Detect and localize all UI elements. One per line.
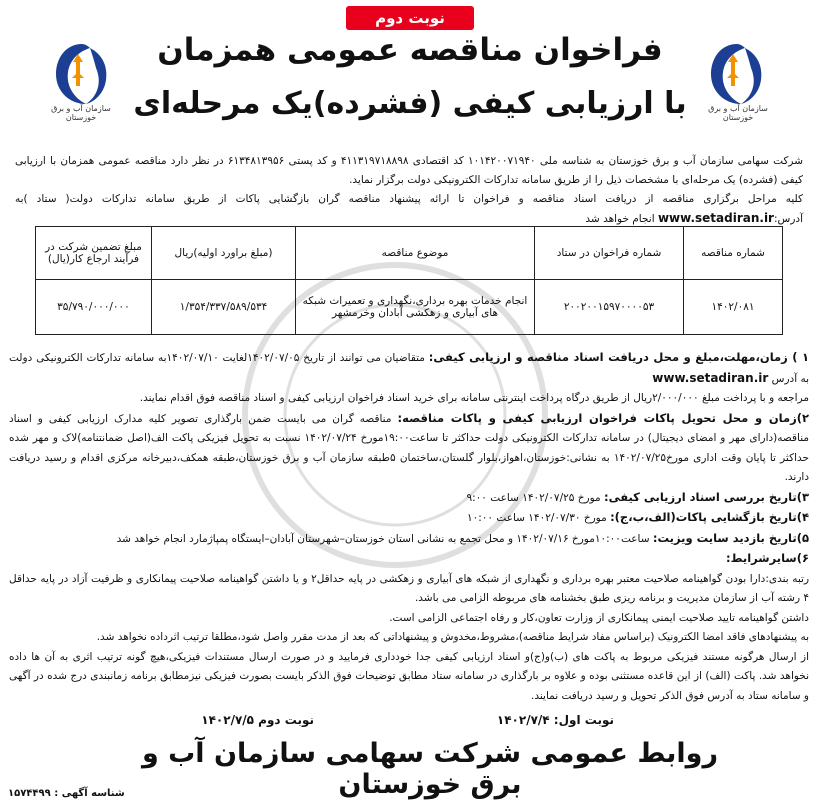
section-6-para: از ارسال هرگونه مستند فیزیکی مربوط به پاکت های (ب)و(ج)و اسناد ارزیابی کیفی جدا خودداری فرمایید و در صورت ارسال مستندات فیزیکی،هیچ گونه ترتیب اثری به آن ها داده نخواهد شد. پاکت (الف) از این قاعده مستثنی بوده و علاوه بر بارگذاری در سامانه ستاد مطابق توضیحات فوق الذکر بایست بصورت فیزیکی نیزمطابق برنامه زمانبندی درج شده در آگهی و سامانه ستاد به آدرس فوق الذکر تحویل و رسید دریافت نمایند.: [9, 650, 809, 702]
section-6-title: ۶)سایرشرایط:: [725, 551, 809, 565]
section-5: [9, 529, 809, 550]
logo-caption: سازمان آب و برق خوزستان: [51, 104, 111, 122]
col-setad-number: شماره فراخوان در ستاد: [535, 227, 684, 280]
logo-caption: سازمان آب و برق خوزستان: [708, 104, 768, 122]
section-3-body: مورخ ۱۴۰۲/۰۷/۲۵ ساعت ۹:۰۰: [466, 491, 604, 504]
section-6-heading: [9, 549, 809, 570]
section-4-heading: ۴)تاریخ بازگشایی پاکات(الف،ب،ج):: [610, 510, 809, 524]
tender-table: [35, 226, 783, 335]
intro-text: [15, 152, 803, 229]
notice-title: فراخوان مناقصه عمومی همزمان: [157, 32, 663, 68]
footer-signature: روابط عمومی شرکت سهامی سازمان آب و برق خوزستان: [141, 738, 719, 800]
section-2: [9, 409, 809, 488]
col-tender-number: شماره مناقصه: [684, 227, 783, 280]
setadiran-link[interactable]: www.setadiran.ir: [657, 211, 774, 225]
section-5-body: ساعت۱۰:۰۰مورخ ۱۴۰۲/۰۷/۱۶ و محل تجمع به نشانی استان خوزستان–شهرستان آبادان–ایستگاه پمپاژمارد انجام خواهد شد: [116, 532, 653, 545]
col-guarantee: مبلغ تضمین شرکت در فرآیند ارجاع کار(یال): [36, 227, 152, 280]
table-header-row: [36, 227, 783, 280]
cell-estimate: ۱/۳۵۴/۳۳۷/۵۸۹/۵۳۴: [152, 280, 296, 335]
table-row: [36, 280, 783, 335]
section-1-cont: مراجعه و با پرداخت مبلغ ۲/۰۰۰/۰۰۰ریال از طریق درگاه پرداخت اینترنتی سامانه برای خرید اسناد فراخوان ارزیابی کیفی و اسناد مناقصه فوق اقدام نمایند.: [139, 392, 809, 404]
round-badge: نوبت دوم: [346, 6, 474, 30]
col-subject: موضوع مناقصه: [296, 227, 535, 280]
ad-id: شناسه آگهی : ۱۵۷۴۴۹۹: [8, 788, 125, 799]
section-3-heading: ۳)تاریخ بررسی اسناد ارزیابی کیفی:: [603, 489, 809, 504]
cell-guarantee: ۳۵/۷۹۰/۰۰۰/۰۰۰: [36, 280, 152, 335]
section-6-para: به پیشنهادهای فاقد امضا الکترونیک (براساس مفاد شرایط مناقصه)،مشروط،مخدوش و پیشنهاداتی که بعد از مدت مقرر واصل شود،مطلقا ترتیب اثرداده نخواهد شد.: [96, 631, 809, 643]
setadiran-link[interactable]: www.setadiran.ir: [652, 370, 769, 385]
water-power-logo-icon: [46, 38, 118, 110]
intro-line2: [15, 190, 803, 229]
first-publication-date: نوبت اول: ۱۴۰۲/۷/۴: [496, 713, 614, 727]
section-4: [9, 508, 809, 529]
section-1: [9, 348, 809, 389]
section-6-para: داشتن گواهینامه تایید صلاحیت ایمنی پیمانکاری از وزارت تعاون،کار و رفاه اجتماعی الزامی است.: [389, 611, 809, 624]
intro-line2-end: انجام خواهد شد: [585, 213, 658, 225]
intro-line2-text: کلیه مراحل برگزاری مناقصه از دریافت اسناد مناقصه و فراخوان تا ارائه پیشنهاد مناقصه گران بازگشایی پاکات از طریق سامانه تدارکات دولت( ستاد )به آدرس:: [15, 193, 803, 225]
conditions-sections: [9, 348, 809, 706]
section-1-body: متقاضیان می توانند از تاریخ ۱۴۰۲/۰۷/۰۵لغایت ۱۴۰۲/۰۷/۱۰به سامانه تدارکات الکترونیکی دولت به آدرس: [9, 352, 809, 385]
section-3: [9, 488, 809, 509]
section-6-para: رتبه بندی:دارا بودن گواهینامه صلاحیت معتبر بهره برداری و نگهداری از شبکه های آبیاری و زهکشی در پایه حداقل۲ و یا داشتن گواهینامه صلاحیت پیمانکاری و ظرفیت آزاد در پایه حداقل ۴ رشته آب از سازمان مدیریت و برنامه ریزی طبق بخشنامه های مربوطه الزامی می باشد.: [9, 572, 810, 604]
section-2-body: مناقصه گران می بایست ضمن بارگذاری تصویر کلیه مدارک ارزیابی کیفی و اسناد مناقصه(دارای مهر و امضای دیجیتال) در سامانه تدارکات الکترونیکی دولت حداکثر تا ساعت۱۹:۰۰مورخ ۱۴۰۲/۰۷/۲۴ نسبت به تحویل فیزیکی پاکت الف(اصل ضمانتنامه)لاک و مهر شده حداکثر تا پایان وقت اداری مورخ۱۴۰۲/۰۷/۲۵ به نشانی:خوزستان،اهواز،بلوار گلستان،ساختمان ۵طبقه سازمان آب و برق خوزستان،طبقه همکف،دبیرخانه مرکزی اقدام و رسید دریافت دارند.: [9, 412, 810, 483]
section-2-heading: ۲)زمان و محل تحویل پاکات فراخوان ارزیابی کیفی و پاکات مناقصه:: [397, 410, 809, 425]
cell-setad-number: ۲۰۰۲۰۰۱۵۹۷۰۰۰۰۵۳: [535, 280, 684, 335]
section-4-body: مورخ ۱۴۰۲/۰۷/۳۰ ساعت ۱۰:۰۰: [466, 512, 611, 524]
cell-tender-number: ۱۴۰۲/۰۸۱: [684, 280, 783, 335]
water-power-logo-icon: [701, 38, 773, 110]
col-estimate: (مبلغ براورد اولیه)ریال: [152, 227, 296, 280]
cell-subject: انجام خدمات بهره برداری،نگهداری و تعمیرات شبکه های آبیاری و زهکشی آبادان وخرمشهر: [296, 280, 535, 335]
notice-subtitle: با ارزیابی کیفی (فشرده)یک مرحله‌ای: [133, 86, 687, 121]
section-5-heading: ۵)تاریخ بازدید سایت ویزیت:: [652, 530, 809, 545]
intro-line1: شرکت سهامی سازمان آب و برق خوزستان به شناسه ملی ۱۰۱۴۲۰۰۷۱۹۴۰ کد اقتصادی ۴۱۱۳۱۹۷۱۸۸۹۸ و کد پستی ۶۱۳۴۸۱۳۹۵۶ در نظر دارد مناقصه عمومی همزمان با ارزیابی کیفی (فشرده) یک مرحله‌ای با مشخصات ذیل را از طریق سامانه تدارکات الکترونیکی دولت برگزار نماید.: [15, 155, 804, 186]
second-publication-date: نوبت دوم ۱۴۰۲/۷/۵: [201, 713, 314, 727]
section-1-heading: ۱ ) زمان،مهلت،مبلغ و محل دریافت اسناد مناقصه و ارزیابی کیفی:: [428, 350, 809, 364]
